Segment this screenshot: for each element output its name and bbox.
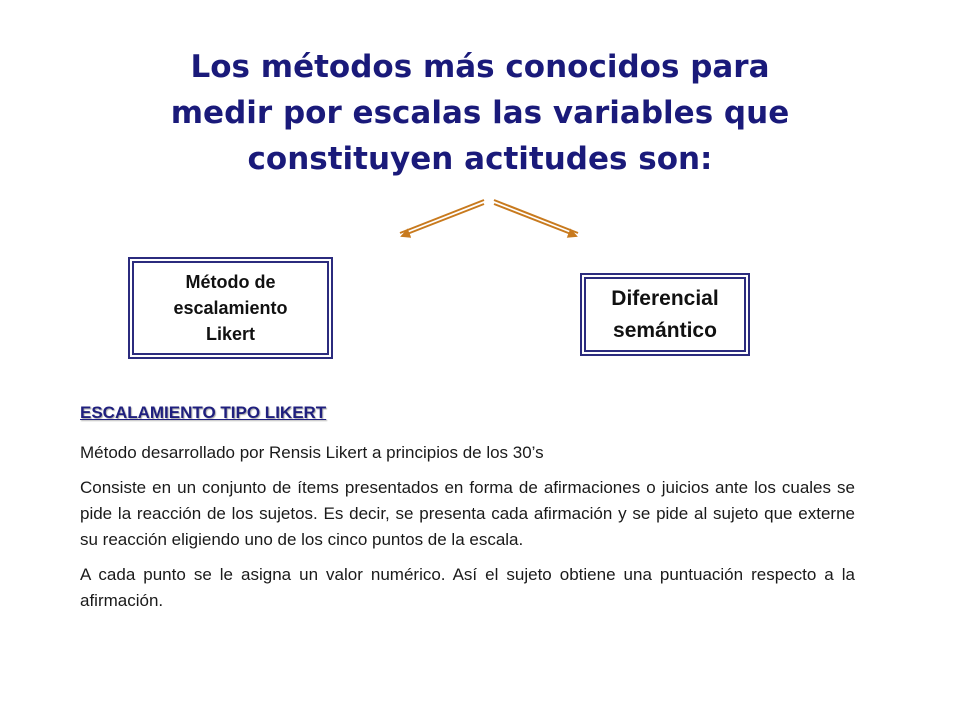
left-arrow (400, 200, 484, 236)
title-line-2: medir por escalas las variables que (170, 95, 790, 131)
differential-line-2: semántico (613, 318, 717, 342)
likert-line-2: escalamiento (173, 298, 288, 318)
paragraph-scoring: A cada punto se le asigna un valor numérico. Así el sujeto obtiene una puntuación respecto a la afirmación. (80, 565, 855, 610)
paragraph-definition: Consiste en un conjunto de ítems presentados en forma de afirmaciones o juicios ante los cuales se pide la reacción de los sujetos. Es decir, se presenta cada afirmación y se pide al sujeto que externe su reacción eligiendo uno de los cinco puntos de la escala. (80, 478, 855, 549)
likert-line-3: Likert (205, 324, 256, 344)
right-arrow (494, 200, 578, 236)
title-line-3: constituyen actitudes son: (247, 141, 713, 177)
paragraph-origin: Método desarrollado por Rensis Likert a principios de los 30’s (80, 443, 544, 462)
likert-section (80, 400, 855, 623)
differential-line-1: Diferencial (611, 286, 719, 310)
likert-line-1: Método de (185, 272, 276, 292)
slide-title (150, 44, 810, 182)
likert-method-box (128, 257, 333, 359)
title-line-1: Los métodos más conocidos para (190, 49, 770, 85)
semantic-differential-box (580, 273, 750, 356)
section-heading: ESCALAMIENTO TIPO LIKERT (80, 403, 327, 422)
